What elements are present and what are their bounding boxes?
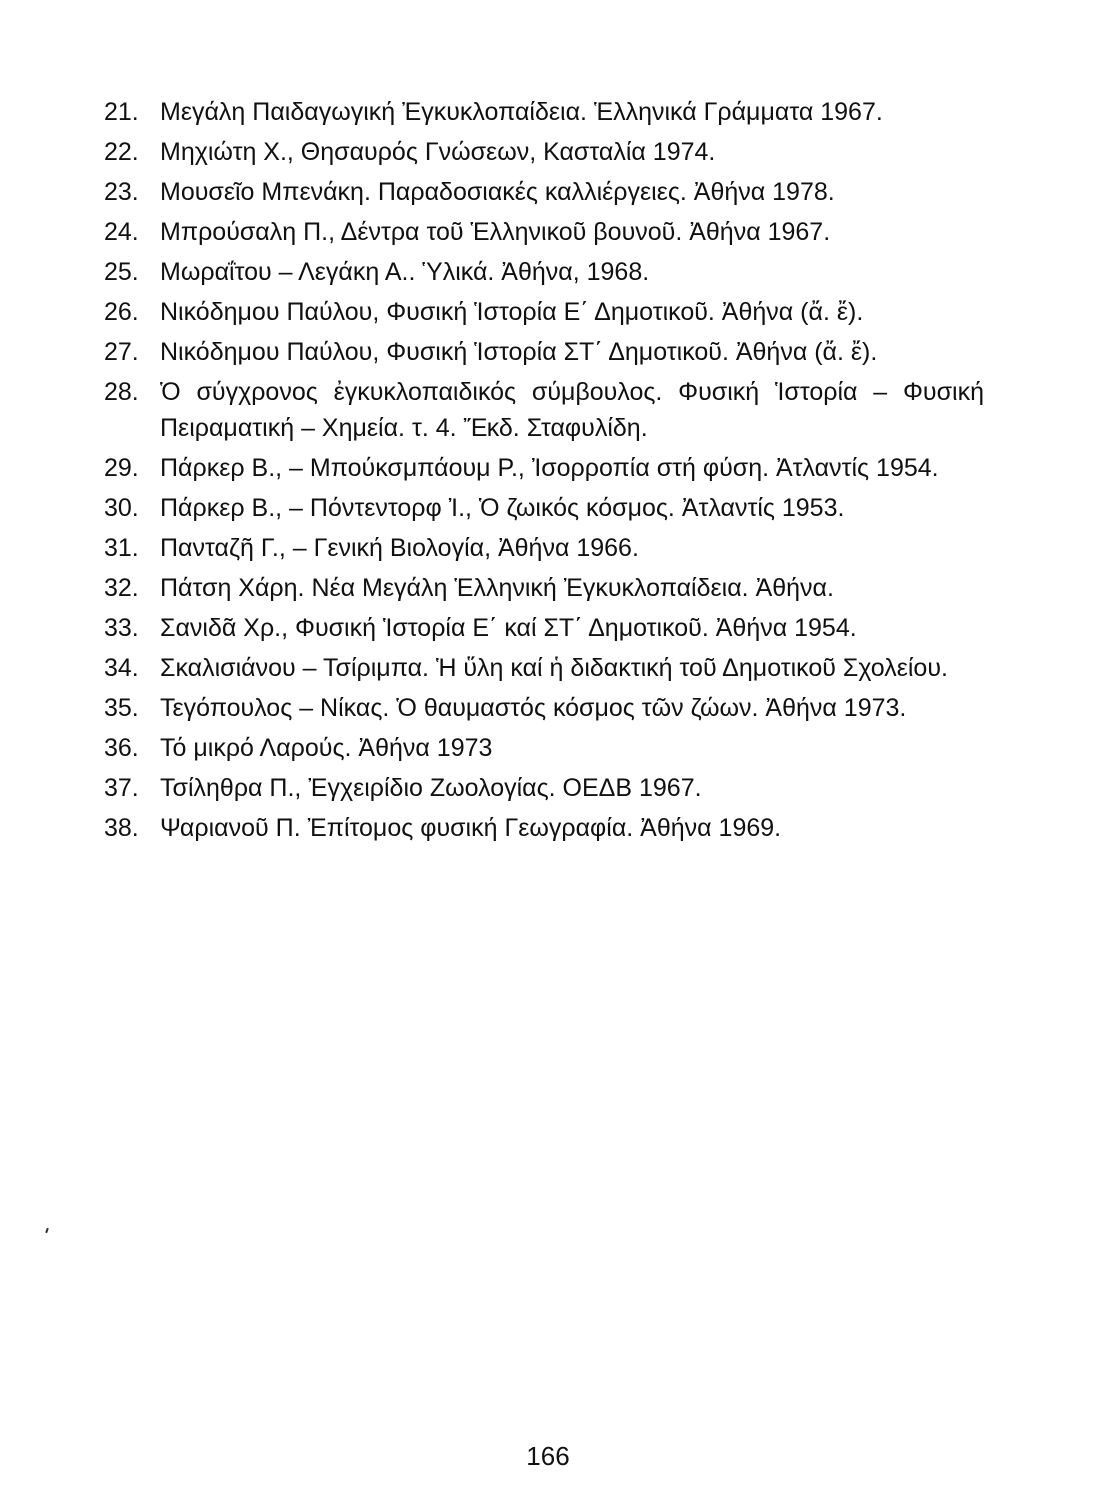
bibliography-entry-21: [104, 94, 984, 130]
entry-text: Πάτση Χάρη. Νέα Μεγάλη Ἑλληνική Ἐγκυκλοπαίδεια. Ἀθήνα.: [160, 574, 834, 602]
entry-number: 30.: [104, 494, 139, 522]
bibliography-entry-37: [104, 770, 984, 806]
entry-number: 34.: [104, 654, 139, 682]
bibliography-entry-28: [104, 374, 984, 446]
bibliography-list: [104, 94, 984, 850]
entry-text: Τσίληθρα Π., Ἐγχειρίδιο Ζωολογίας. ΟΕΔΒ 1967.: [160, 774, 702, 802]
entry-text: Ψαριανοῦ Π. Ἐπίτομος φυσική Γεωγραφία. Ἀθήνα 1969.: [160, 814, 782, 842]
bibliography-entry-22: [104, 134, 984, 170]
entry-text: Νικόδημου Παύλου, Φυσική Ἱστορία Ε΄ Δημοτικοῦ. Ἀθήνα (ἄ. ἔ).: [160, 298, 864, 326]
entry-number: 29.: [104, 454, 139, 482]
entry-number: 33.: [104, 614, 139, 642]
bibliography-entry-27: [104, 334, 984, 370]
bibliography-entry-34: [104, 650, 984, 686]
entry-number: 38.: [104, 814, 139, 842]
bibliography-entry-30: [104, 490, 984, 526]
bibliography-entry-38: [104, 810, 984, 846]
bibliography-entry-32: [104, 570, 984, 606]
entry-number: 31.: [104, 534, 139, 562]
entry-number: 24.: [104, 218, 139, 246]
entry-text: Μηχιώτη Χ., Θησαυρός Γνώσεων, Κασταλία 1974.: [160, 138, 716, 166]
entry-text: Μεγάλη Παιδαγωγική Ἐγκυκλοπαίδεια. Ἑλληνικά Γράμματα 1967.: [160, 98, 883, 126]
bibliography-entry-33: [104, 610, 984, 646]
entry-number: 36.: [104, 734, 139, 762]
entry-text: Πανταζῆ Γ., – Γενική Βιολογία, Ἀθήνα 1966.: [160, 534, 639, 562]
entry-number: 37.: [104, 774, 139, 802]
entry-text: Τεγόπουλος – Νίκας. Ὁ θαυμαστός κόσμος τῶν ζώων. Ἀθήνα 1973.: [160, 694, 907, 722]
entry-number: 25.: [104, 258, 139, 286]
bibliography-entry-25: [104, 254, 984, 290]
entry-number: 23.: [104, 178, 139, 206]
entry-number: 21.: [104, 98, 139, 126]
entry-number: 26.: [104, 298, 139, 326]
bibliography-entry-31: [104, 530, 984, 566]
entry-text: Σανιδᾶ Χρ., Φυσική Ἱστορία Ε΄ καί ΣΤ΄ Δημοτικοῦ. Ἀθήνα 1954.: [160, 614, 857, 642]
entry-text: Μωραΐτου – Λεγάκη Α.. Ὑλικά. Ἀθήνα, 1968.: [160, 258, 650, 286]
entry-text: Νικόδημου Παύλου, Φυσική Ἱστορία ΣΤ΄ Δημοτικοῦ. Ἀθήνα (ἄ. ἔ).: [160, 338, 878, 366]
entry-text: Μπρούσαλη Π., Δέντρα τοῦ Ἑλληνικοῦ βουνοῦ. Ἀθήνα 1967.: [160, 218, 831, 246]
bibliography-entry-23: [104, 174, 984, 210]
bibliography-entry-24: [104, 214, 984, 250]
bibliography-entry-35: [104, 690, 984, 726]
entry-text: Πάρκερ Β., – Πόντεντορφ Ἰ., Ὁ ζωικός κόσμος. Ἀτλαντίς 1953.: [160, 494, 845, 522]
entry-number: 27.: [104, 338, 139, 366]
entry-text: Μουσεῖο Μπενάκη. Παραδοσιακές καλλιέργειες. Ἀθήνα 1978.: [160, 178, 835, 206]
entry-number: 35.: [104, 694, 139, 722]
entry-number: 28.: [104, 378, 139, 406]
entry-number: 22.: [104, 138, 139, 166]
entry-text: Σκαλισιάνου – Τσίριμπα. Ἡ ὕλη καί ἡ διδακτική τοῦ Δημοτικοῦ Σχολείου.: [160, 654, 948, 682]
entry-text: Πάρκερ Β., – Μπούκσμπάουμ Ρ., Ἰσορροπία στή φύση. Ἀτλαντίς 1954.: [160, 454, 939, 482]
entry-number: 32.: [104, 574, 139, 602]
bibliography-entry-29: [104, 450, 984, 486]
entry-text: Ὁ σύγχρονος ἐγκυκλοπαιδικός σύμβουλος. Φυσική Ἱστορία – Φυσική Πειραματική – Χημεία. τ. 4. Ἔκδ. Σταφυλίδη.: [160, 378, 984, 442]
bibliography-entry-26: [104, 294, 984, 330]
bibliography-entry-36: [104, 730, 984, 766]
page-number: 166: [526, 1441, 570, 1471]
entry-text: Τό μικρό Λαρούς. Ἀθήνα 1973: [160, 734, 493, 762]
scan-speck: [45, 1228, 49, 1233]
